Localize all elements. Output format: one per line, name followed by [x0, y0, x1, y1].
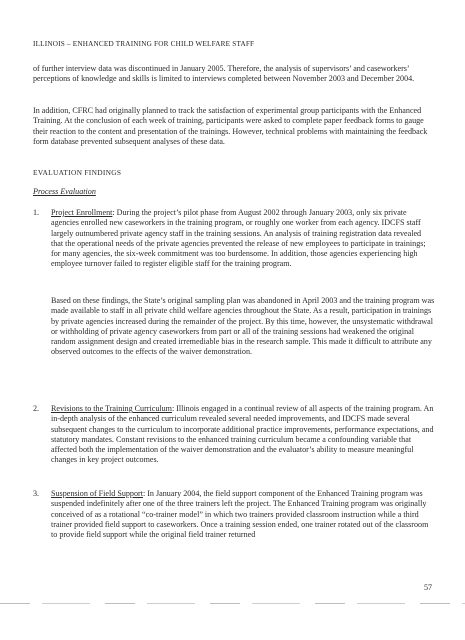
list-item-continuation	[51, 296, 435, 358]
scan-edge-line	[0, 603, 465, 604]
item-text: Based on these findings, the State’s original sampling plan was abandoned in April 2003 and the training program was made available to staff in all private child welfare agencies throughout the State. As a result, participation in trainings by private agencies increased during the remainder of the project. By this time, however, the unsystematic withdrawal or withholding of private agency caseworkers from part or all of the training sessions had weakened the original random assignment design and created irremediable bias in the research sample. This made it difficult to attribute any observed outcomes to the effects of the waiver demonstration.	[51, 296, 435, 357]
paragraph-feedback-forms: In addition, CFRC had originally planned to track the satisfaction of experimental group participants with the Enhanced Training. At the conclusion of each week of training, participants were asked to complete paper feedback forms to gauge their reaction to the content and presentation of the trainings. However, technical problems with maintaining the feedback form database prevented subsequent analyses of these data.	[33, 106, 428, 146]
section-heading: EVALUATION FINDINGS	[33, 168, 122, 177]
item-text: : Illinois engaged in a continual review of all aspects of the training program. An in-depth analysis of the enhanced curriculum revealed several needed improvements, and IDCFS made several subsequent changes to the curriculum to incorporate additional practice improvements, performance expectations, and statutory mandates. Constant revisions to the enhanced training curriculum became a confounding variable that affected both the implementation of the waiver demonstration and the evaluator’s ability to measure meaningful changes in key project outcomes.	[51, 404, 434, 465]
paragraph-interview-data: of further interview data was discontinued in January 2005. Therefore, the analysis of supervisors’ and caseworkers’ perceptions of knowledge and skills is limited to interviews completed between November 2003 and December 2004.	[33, 64, 415, 84]
item-text: : In January 2004, the field support component of the Enhanced Training program was suspended indefinitely after one of the three trainers left the project. The Enhanced Training program was originally conceived of as a rotational “co-trainer model” in which two trainers provided classroom instruction while a third trainer provided field support to caseworkers. Once a training session ended, one trainer rotated out of the classroom to provide field support while the original field trainer returned	[51, 489, 429, 540]
list-item-curriculum-revisions	[51, 404, 435, 466]
running-header: ILLINOIS – ENHANCED TRAINING FOR CHILD WELFARE STAFF	[33, 40, 255, 48]
item-title: Project Enrollment	[51, 208, 113, 217]
item-number: 3.	[33, 489, 40, 498]
item-title: Revisions to the Training Curriculum	[51, 404, 172, 413]
list-item-field-support	[51, 489, 435, 540]
item-number: 2.	[33, 404, 40, 413]
sub-heading: Process Evaluation	[33, 187, 96, 196]
item-title: Suspension of Field Support	[51, 489, 143, 498]
page-number: 57	[424, 583, 433, 592]
item-number: 1.	[33, 208, 40, 217]
item-text: : During the project’s pilot phase from August 2002 through January 2003, only six private agencies enrolled new caseworkers in the training program, or roughly one worker from each agency. IDCFS staff largely outnumbered private agency staff in the training sessions. An analysis of training registration data revealed that the operational needs of the private agencies prevented the release of new employees to participate in trainings; for many agencies, the six-week commitment was too burdensome. In addition, those agencies experiencing high employee turnover failed to register eligible staff for the training program.	[51, 208, 426, 269]
list-item-project-enrollment	[51, 208, 435, 270]
